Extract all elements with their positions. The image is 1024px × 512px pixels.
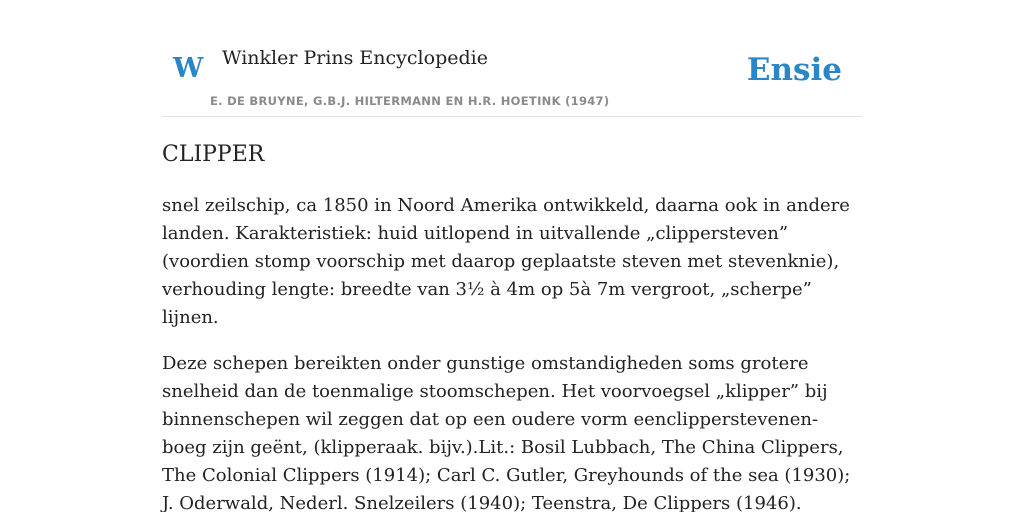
page-header (162, 0, 862, 117)
encyclopedia-title-link[interactable]: Winkler Prins Encyclopedie (222, 47, 488, 69)
article-body (162, 192, 862, 512)
authors-line: E. DE BRUYNE, G.B.J. HILTERMANN EN H.R. HOETINK (1947) (210, 94, 610, 108)
article-headword: CLIPPER (162, 142, 265, 167)
winkler-prins-logo-icon[interactable]: W (173, 53, 204, 84)
article-paragraph-1: snel zeilschip, ca 1850 in Noord Amerika ontwikkeld, daarna ook in andere landen. Karakteristiek: huid uitlopend in uitvallende „clippersteven” (voordien stomp voorschip met daarop geplaatste steven met stevenknie), verhouding lengte: breedte van 3½ à 4m op 5à 7m vergroot, „scherpe” lijnen. (162, 195, 850, 328)
ensie-brand-logo[interactable]: Ensie (746, 52, 842, 88)
article-paragraph-2: Deze schepen bereikten onder gunstige omstandigheden soms grotere snelheid dan de toenmalige stoomschepen. Het voorvoegsel „klipper” bij binnenschepen wil zeggen dat op een oudere vorm eenclipperstevenen-boeg zijn geënt, (klipperaak. bijv.).Lit.: Bosil Lubbach, The China Clippers, The Colonial Clippers (1914); Carl C. Gutler, Greyhounds of the sea (1930); J. Oderwald, Nederl. Snelzeilers (1940); Teenstra, De Clippers (1946). (162, 353, 851, 512)
